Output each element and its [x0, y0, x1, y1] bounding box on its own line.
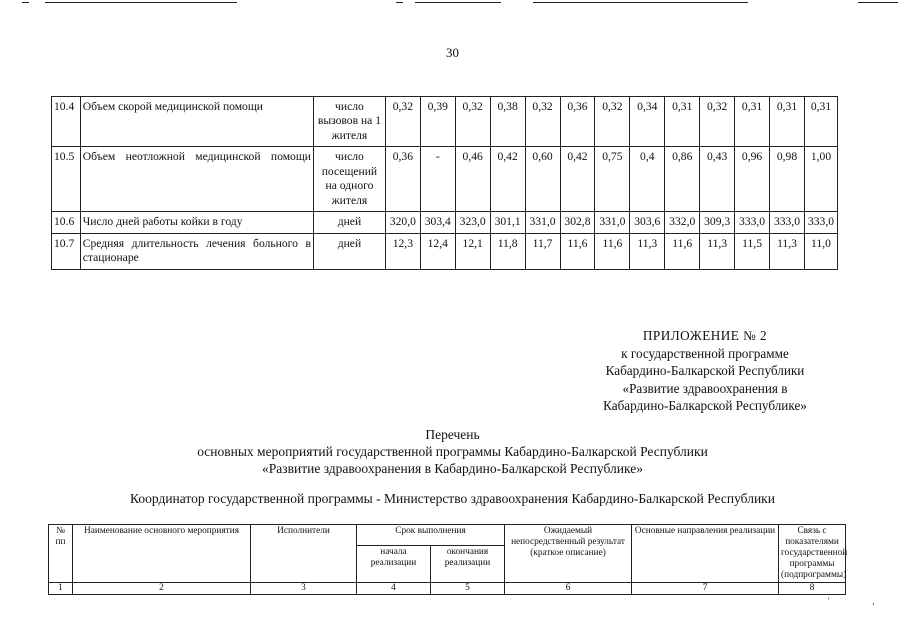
value-cell: 11,6 [560, 233, 595, 269]
appendix-title: ПРИЛОЖЕНИЕ № 2 [642, 328, 768, 343]
value-cell: 0,98 [770, 147, 805, 212]
value-cell: 0,4 [630, 147, 665, 212]
document-title [0, 426, 905, 477]
value-cell: 0,86 [665, 147, 700, 212]
column-numbers-row [49, 583, 846, 595]
table-row [52, 147, 838, 212]
value-cell: 0,32 [595, 97, 630, 147]
value-cell: 323,0 [455, 212, 490, 233]
title-line: основных мероприятий государственной программы Кабардино-Балкарской Республики [197, 444, 708, 459]
value-cell: 320,0 [385, 212, 420, 233]
column-number: 1 [49, 583, 73, 595]
value-cell: 0,43 [700, 147, 735, 212]
value-cell: 0,96 [735, 147, 770, 212]
column-number: 8 [779, 583, 846, 595]
header-directions: Основные направления реализации [632, 525, 779, 583]
value-cell: 0,32 [525, 97, 560, 147]
appendix-line: Кабардино-Балкарской Республике» [603, 398, 807, 413]
column-number: 3 [251, 583, 357, 595]
table-row [52, 212, 838, 233]
value-cell: 11,6 [595, 233, 630, 269]
value-cell: 11,0 [804, 233, 837, 269]
title-line: Перечень [425, 427, 480, 442]
value-cell: 0,31 [665, 97, 700, 147]
indicator-name: Объем скорой медицинской помощи [82, 100, 263, 113]
value-cell: 11,3 [700, 233, 735, 269]
value-cell: 0,32 [385, 97, 420, 147]
value-cell: 333,0 [735, 212, 770, 233]
value-cell: 301,1 [490, 212, 525, 233]
row-number: 10.4 [52, 97, 81, 147]
unit: дней [313, 212, 385, 233]
top-rule-1 [45, 2, 237, 3]
value-cell: 0,42 [490, 147, 525, 212]
value-cell: 302,8 [560, 212, 595, 233]
value-cell: 0,60 [525, 147, 560, 212]
indicator-name-cell [80, 212, 313, 233]
value-cell: 0,39 [420, 97, 455, 147]
appendix-line: к государственной программе [621, 345, 789, 361]
indicators-table-body [52, 97, 838, 270]
value-cell: 11,5 [735, 233, 770, 269]
unit: число посещений на одного жителя [313, 147, 385, 212]
header-num: № пп [49, 525, 73, 583]
column-number: 6 [505, 583, 632, 595]
value-cell: 0,32 [700, 97, 735, 147]
table-row [52, 233, 838, 269]
value-cell: 0,36 [385, 147, 420, 212]
value-cell: 12,4 [420, 233, 455, 269]
value-cell: 0,75 [595, 147, 630, 212]
top-rule-3 [533, 2, 748, 3]
indicator-name: Средняя длительность лечения больного в стационаре [82, 236, 311, 265]
appendix-block [560, 327, 850, 415]
row-number: 10.7 [52, 233, 81, 269]
value-cell: 11,3 [770, 233, 805, 269]
value-cell: 11,6 [665, 233, 700, 269]
appendix-line: «Развитие здравоохранения в [622, 380, 788, 396]
coordinator-line: Координатор государственной программы - Министерство здравоохранения Кабардино-Балкарской Республики [130, 491, 775, 506]
value-cell: 0,38 [490, 97, 525, 147]
table-row [52, 97, 838, 147]
top-rule-2 [415, 2, 501, 3]
value-cell: 11,7 [525, 233, 560, 269]
column-number: 5 [431, 583, 505, 595]
top-tick-2 [396, 2, 403, 3]
header-link: Связь с показателями государственной программы (подпрограммы) [779, 525, 846, 583]
value-cell: 0,34 [630, 97, 665, 147]
title-line: «Развитие здравоохранения в Кабардино-Балкарской Республике» [262, 461, 643, 476]
header-executors: Исполнители [251, 525, 357, 583]
value-cell: 11,3 [630, 233, 665, 269]
column-number: 7 [632, 583, 779, 595]
appendix-line: Кабардино-Балкарской Республики [605, 363, 805, 378]
page-number: 30 [446, 45, 459, 60]
top-tick-1 [22, 2, 29, 3]
header-result: Ожидаемый непосредственный результат (краткое описание) [505, 525, 632, 583]
indicator-name: Число дней работы койки в году [82, 215, 243, 229]
value-cell: 0,46 [455, 147, 490, 212]
value-cell: 1,00 [804, 147, 837, 212]
value-cell: 0,42 [560, 147, 595, 212]
top-rule-4 [858, 2, 898, 3]
value-cell: - [420, 147, 455, 212]
unit: число вызовов на 1 жителя [313, 97, 385, 147]
value-cell: 332,0 [665, 212, 700, 233]
indicators-table [51, 96, 838, 270]
column-number: 2 [73, 583, 251, 595]
indicator-name-cell [80, 233, 313, 269]
value-cell: 333,0 [804, 212, 837, 233]
value-cell: 333,0 [770, 212, 805, 233]
header-term: Срок выполнения [357, 525, 505, 546]
value-cell: 11,8 [490, 233, 525, 269]
value-cell: 0,31 [804, 97, 837, 147]
value-cell: 331,0 [525, 212, 560, 233]
indicator-name-cell [80, 147, 313, 212]
scan-marks: ' ‚ [828, 596, 895, 606]
value-cell: 0,36 [560, 97, 595, 147]
value-cell: 0,31 [770, 97, 805, 147]
row-number: 10.6 [52, 212, 81, 233]
column-number: 4 [357, 583, 431, 595]
value-cell: 331,0 [595, 212, 630, 233]
value-cell: 303,6 [630, 212, 665, 233]
indicator-name-cell [80, 97, 313, 147]
header-name: Наименование основного мероприятия [73, 525, 251, 583]
value-cell: 309,3 [700, 212, 735, 233]
header-start: начала реализации [357, 545, 431, 582]
value-cell: 0,32 [455, 97, 490, 147]
value-cell: 0,31 [735, 97, 770, 147]
header-end: окончания реализации [431, 545, 505, 582]
unit: дней [313, 233, 385, 269]
row-number: 10.5 [52, 147, 81, 212]
indicator-name: Объем неотложной медицинской помощи [82, 150, 311, 164]
value-cell: 303,4 [420, 212, 455, 233]
value-cell: 12,3 [385, 233, 420, 269]
value-cell: 12,1 [455, 233, 490, 269]
measures-table [48, 524, 846, 595]
